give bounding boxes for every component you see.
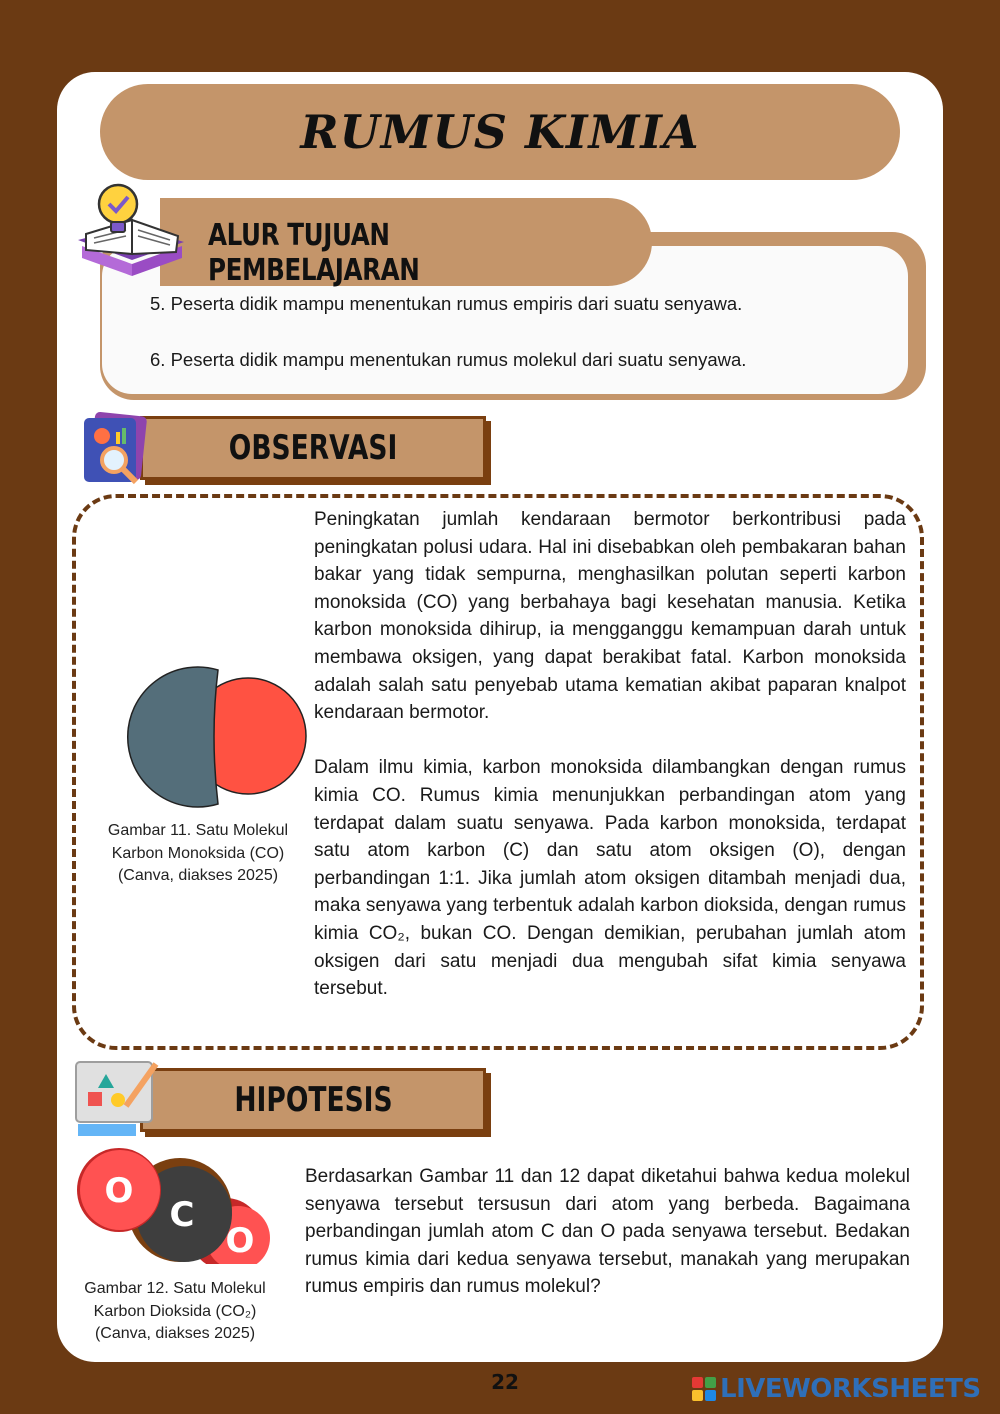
hipotesis-header <box>140 1068 486 1132</box>
hipotesis-text: Berdasarkan Gambar 11 dan 12 dapat diketahui bahwa kedua molekul senyawa tersebut tersusun dari atom yang berbeda. Bagaimana perbandingan jumlah atom C dan O pada senyawa tersebut. Bedakan rumus kimia dari kedua senyawa tersebut, manakah yang merupakan rumus empiris dan rumus molekul? <box>305 1166 910 1298</box>
atp-heading: ALUR TUJUAN PEMBELAJARAN <box>208 218 420 288</box>
atom-c-label: C <box>169 1195 195 1235</box>
co-molecule-image <box>98 664 310 812</box>
observasi-paragraph-2: Dalam ilmu kimia, karbon monoksida dilambangkan dengan rumus kimia CO. Rumus kimia menunjukkan perbandingan atom yang terdapat dalam suatu senyawa. Pada karbon monoksida, terdapat satu atom karbon (C) dan satu atom oksigen (O), dengan perbandingan 1:1. Jika jumlah atom oksigen ditambah menjadi dua, maka senyawa yang terbentuk adalah karbon dioksida, dengan rumus kimia CO₂, bukan CO. Dengan demikian, perubahan jumlah atom oksigen dari satu menjadi dua mengubah sifat kimia senyawa tersebut. <box>314 757 906 1000</box>
atom-o1-label: O <box>104 1171 134 1211</box>
observasi-header <box>140 416 486 480</box>
atp-tab <box>160 198 652 286</box>
hipotesis-heading: HIPOTESIS <box>233 1080 393 1120</box>
design-tools-icon <box>72 1058 168 1146</box>
brand-name: LIVEWORKSHEETS <box>720 1374 981 1404</box>
figure-12-caption: Gambar 12. Satu Molekul Karbon Dioksida (CO₂) (Canva, diakses 2025) <box>84 1280 266 1342</box>
atp-item-6: 6. Peserta didik mampu menentukan rumus molekul dari suatu senyawa. <box>150 349 747 370</box>
title-banner <box>100 84 900 180</box>
observasi-paragraph-1: Peningkatan jumlah kendaraan bermotor berkontribusi pada peningkatan polusi udara. Hal ini disebabkan oleh pembakaran bahan bakar yang tidak sempurna, menghasilkan polutan seperti karbon monoksida (CO) yang berbahaya bagi kesehatan manusia. Ketika karbon monoksida dihirup, ia mengganggu kemampuan darah untuk membawa oksigen, yang dapat berakibat fatal. Karbon monoksida adalah salah satu penyebab utama kematian akibat paparan knalpot kendaraan bermotor. <box>314 509 906 724</box>
figure-11-caption: Gambar 11. Satu Molekul Karbon Monoksida (CO) (Canva, diakses 2025) <box>107 822 289 884</box>
co2-molecule-image <box>74 1144 274 1268</box>
liveworksheets-logo-icon <box>692 1377 716 1401</box>
atom-o2-label: O <box>225 1221 255 1261</box>
page-title: RUMUS KIMIA <box>300 105 700 159</box>
observasi-heading: OBSERVASI <box>228 428 398 468</box>
book-lightbulb-icon <box>72 180 188 296</box>
liveworksheets-brand[interactable] <box>692 1374 981 1404</box>
report-magnifier-icon <box>78 410 150 494</box>
page-number: 22 <box>491 1370 519 1394</box>
observasi-text <box>314 506 906 1003</box>
atp-item-5: 5. Peserta didik mampu menentukan rumus empiris dari suatu senyawa. <box>150 293 743 314</box>
